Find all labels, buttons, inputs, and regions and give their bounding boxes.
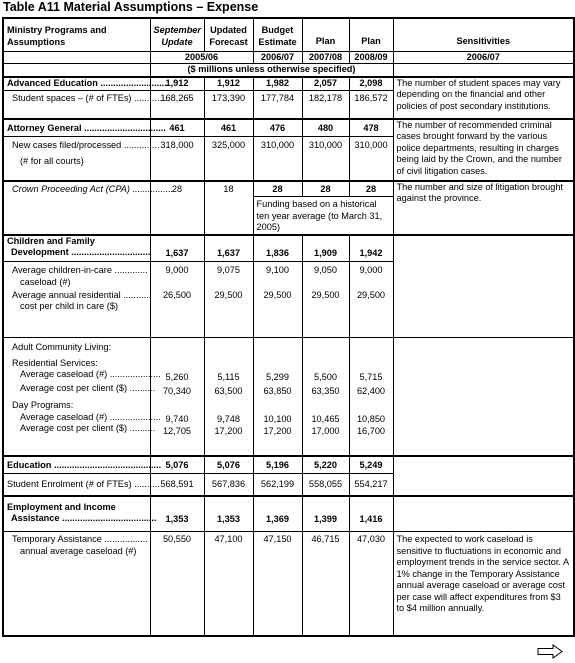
cell-value: 1,912 bbox=[204, 77, 253, 91]
cell-value: 1,637 bbox=[204, 235, 253, 262]
right-arrow-icon[interactable] bbox=[537, 644, 563, 659]
cell-value: 310,000 bbox=[349, 137, 393, 181]
sensitivity-attorney-general: The number of recommended criminal cases brought forward by the various police departments, resulting in charges being laid by the Crown, and the number of civil litigation cases. bbox=[393, 119, 574, 181]
cell-value: 9,000 bbox=[349, 262, 393, 290]
cell-value: 173,390 bbox=[204, 91, 253, 119]
row-student-enrolment: Student Enrolment (# of FTEs) .......... bbox=[3, 474, 150, 496]
cell-value: 29,500 bbox=[204, 290, 253, 338]
sensitivity-temporary-assistance: The expected to work caseload is sensitive to fluctuations in economic and employment trends in the service sector. A 1% change in the Temporary Assistance annual average caseload or average cost per case will affect expenditures from $3 to $4 million annually. bbox=[393, 532, 574, 636]
cell-value: 568,591 bbox=[150, 474, 204, 496]
cell-value: 182,178 bbox=[302, 91, 349, 119]
cell-value: 28 bbox=[253, 181, 302, 197]
cell-value: 168,265 bbox=[150, 91, 204, 119]
header-plan-1: Plan bbox=[302, 18, 349, 51]
cell-value: 325,000 bbox=[204, 137, 253, 181]
year-2008-09: 2008/09 bbox=[349, 51, 393, 64]
row-children-family-development: Children and Family Development ............................... bbox=[3, 235, 150, 262]
year-2006-07: 2006/07 bbox=[253, 51, 302, 64]
cell-value: 5,196 bbox=[253, 456, 302, 474]
row-attorney-general: Attorney General ................................ bbox=[3, 119, 150, 137]
header-plan-2: Plan bbox=[349, 18, 393, 51]
cell-value: 9,075 bbox=[204, 262, 253, 290]
cell-value: 28 bbox=[302, 181, 349, 197]
cell-value: 46,715 bbox=[302, 532, 349, 636]
cell-value: 50,550 bbox=[150, 532, 204, 636]
row-crown-proceeding-act: Crown Proceeding Act (CPA) ................ bbox=[3, 181, 150, 197]
cell-value: 2,098 bbox=[349, 77, 393, 91]
acl-col-5: 5,715 62,400 10,850 16,700 bbox=[349, 338, 393, 456]
row-employment-income-assistance: Employment and Income Assistance ..................................... bbox=[3, 496, 150, 532]
cell-value: 1,912 bbox=[150, 77, 204, 91]
cell-value: 5,249 bbox=[349, 456, 393, 474]
cell-value: 47,150 bbox=[253, 532, 302, 636]
cell-value: 1,353 bbox=[150, 496, 204, 532]
cell-value: 9,100 bbox=[253, 262, 302, 290]
cell-value: 1,353 bbox=[204, 496, 253, 532]
cell-value: 9,000 bbox=[150, 262, 204, 290]
cell-value: 29,500 bbox=[253, 290, 302, 338]
cell-value: 29,500 bbox=[302, 290, 349, 338]
cell-value: 5,220 bbox=[302, 456, 349, 474]
year-sensitivities: 2006/07 bbox=[393, 51, 574, 64]
cell-value: 47,030 bbox=[349, 532, 393, 636]
acl-col-1: 5,260 70,340 9,740 12,705 bbox=[150, 338, 204, 456]
header-updated-forecast: Updated Forecast bbox=[204, 18, 253, 51]
year-2007-08: 2007/08 bbox=[302, 51, 349, 64]
row-new-cases: New cases filed/processed .............. (# for all courts) bbox=[3, 137, 150, 181]
cpa-funding-note: Funding based on a historical ten year average (to March 31, 2005) bbox=[253, 197, 393, 235]
cell-value: 5,076 bbox=[150, 456, 204, 474]
table-title: Table A11 Material Assumptions – Expense bbox=[3, 0, 259, 14]
cell-value: 461 bbox=[204, 119, 253, 137]
cell-value: 310,000 bbox=[253, 137, 302, 181]
year-2005-06: 2005/06 bbox=[150, 51, 253, 64]
header-programs: Ministry Programs and Assumptions bbox=[3, 18, 150, 51]
acl-col-3: 5,299 63,850 10,100 17,200 bbox=[253, 338, 302, 456]
row-avg-residential-cost: Average annual residential ........... cost per child in care ($) bbox=[3, 290, 150, 338]
header-september-update: September Update bbox=[150, 18, 204, 51]
cell-value: 29,500 bbox=[349, 290, 393, 338]
row-student-spaces: Student spaces – (# of FTEs) .............. bbox=[3, 91, 150, 119]
cell-value: 28 bbox=[150, 181, 204, 235]
sensitivity-cpa: The number and size of litigation brought against the province. bbox=[393, 181, 574, 235]
cell-value: 186,572 bbox=[349, 91, 393, 119]
acl-col-2: 5,115 63,500 9,748 17,200 bbox=[204, 338, 253, 456]
cell-value: 461 bbox=[150, 119, 204, 137]
header-budget-estimate: Budget Estimate bbox=[253, 18, 302, 51]
cell-value: 1,836 bbox=[253, 235, 302, 262]
cell-value: 26,500 bbox=[150, 290, 204, 338]
material-assumptions-table bbox=[2, 17, 575, 637]
cell-value: 2,057 bbox=[302, 77, 349, 91]
cell-value: 1,982 bbox=[253, 77, 302, 91]
header-sensitivities: Sensitivities bbox=[393, 18, 574, 51]
cell-value: 47,100 bbox=[204, 532, 253, 636]
sensitivity-advanced-education: The number of student spaces may vary depending on the financial and other policies of post secondary institutions. bbox=[393, 77, 574, 119]
cell-value: 28 bbox=[349, 181, 393, 197]
cell-value: 1,909 bbox=[302, 235, 349, 262]
cell-value: 562,199 bbox=[253, 474, 302, 496]
cell-value: 1,637 bbox=[150, 235, 204, 262]
cell-value: 480 bbox=[302, 119, 349, 137]
row-temporary-assistance: Temporary Assistance ................. annual average caseload (#) bbox=[3, 532, 150, 636]
cell-value: 1,399 bbox=[302, 496, 349, 532]
cell-value: 9,050 bbox=[302, 262, 349, 290]
cell-value: 476 bbox=[253, 119, 302, 137]
cell-value: 1,942 bbox=[349, 235, 393, 262]
cell-value: 1,369 bbox=[253, 496, 302, 532]
cell-value: 310,000 bbox=[302, 137, 349, 181]
cell-value: 554,217 bbox=[349, 474, 393, 496]
cell-value: 478 bbox=[349, 119, 393, 137]
cell-value: 5,076 bbox=[204, 456, 253, 474]
cell-value: 1,416 bbox=[349, 496, 393, 532]
row-advanced-education: Advanced Education ........................... bbox=[3, 77, 150, 91]
cell-value: 567,836 bbox=[204, 474, 253, 496]
cell-value: 177,784 bbox=[253, 91, 302, 119]
row-education: Education .......................................... bbox=[3, 456, 150, 474]
cell-value: 558,055 bbox=[302, 474, 349, 496]
row-avg-children-in-care: Average children-in-care ............. caseload (#) bbox=[3, 262, 150, 290]
row-adult-community-living: Adult Community Living: Residential Services: Average caseload (#) .................... Average cost per client ($) .......... Day Programs: Average caseload (#) .................... Average cost per client ($) .......... bbox=[3, 338, 150, 456]
cell-value: 318,000 bbox=[150, 137, 204, 181]
cell-value: 18 bbox=[204, 181, 253, 235]
units-note: ($ millions unless otherwise specified) bbox=[150, 64, 393, 77]
acl-col-4: 5,500 63,350 10,465 17,000 bbox=[302, 338, 349, 456]
